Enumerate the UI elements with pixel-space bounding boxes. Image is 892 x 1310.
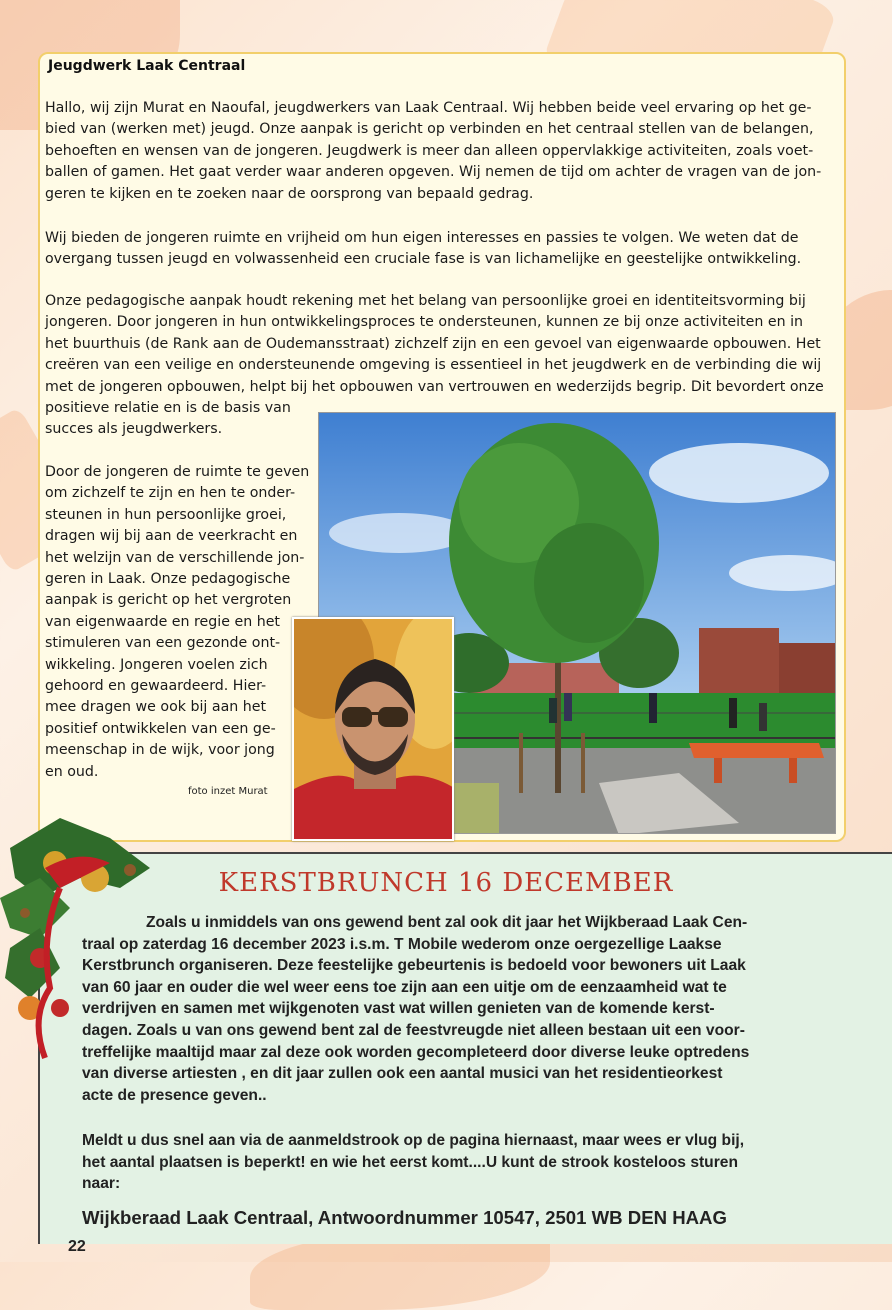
photo-caption: foto inzet Murat xyxy=(188,786,268,797)
article-paragraph-4: Door de jongeren de ruimte te geven om zichzelf te zijn en hen te onder- steunen in hun persoonlijke groei, dragen wij bij aan de veerkracht en het welzijn van de verschillende jon- geren in Laak. Onze pedagogische aanpak is gericht op het vergroten van eigenwaarde en regie en het stimuleren van een gezonde ont- wikkeling. Jongeren voelen zich gehoord en gewaardeerd. Hier- mee dragen we ook bij aan het positief ontwikkelen van een ge- meenschap in de wijk, voor jong en oud. xyxy=(45,464,310,780)
portrait-photo-murat xyxy=(292,617,454,841)
article-paragraph-3: Onze pedagogische aanpak houdt rekening met het belang van persoonlijke groei en identiteitsvorming bij jongeren. Door jongeren in hun ontwikkelingsproces te ondersteunen, kunnen ze bij onze activiteiten en in het buurthuis (de Rank aan de Oudemansstraat) zichzelf zijn en een gevoel van eigenwaarde opbouwen. Het creëren van een veilige en ondersteunende omgeving is essentieel in het jeugdwerk en de verbinding die wij met de jongeren opbouwen, helpt bij het opbouwen van vertrouwen en wederzijds begrip. Dit bevordert onze positieve relatie en is de basis van succes als jeugdwerkers. xyxy=(45,293,824,438)
kerstbrunch-title: KERSTBRUNCH 16 DECEMBER xyxy=(218,868,674,898)
article-paragraph-1: Hallo, wij zijn Murat en Naoufal, jeugdwerkers van Laak Centraal. Wij hebben beide veel ervaring op het ge- bied van (werken met) jeugd. Onze aanpak is gericht op verbinden en het centraal stellen van de belangen, behoeften en wensen van de jongeren. Jeugdwerk is meer dan alleen oppervlakkige activiteiten, zoals voet- ballen of gamen. Het gaat verder waar anderen opgeven. Wij nemen de tijd om achter de vragen van de jon- geren te kijken en te zoeken naar de oorsprong van bepaald gedrag. xyxy=(45,100,822,202)
kerstbrunch-paragraph-1: Zoals u inmiddels van ons gewend bent zal ook dit jaar het Wijkberaad Laak Cen- traal op zaterdag 16 december 2023 i.s.m. T Mobile wederom onze oergezellige Laakse Kerstbrunch organiseren. Deze feestelijke gebeurtenis is bedoeld voor bewoners uit Laak van 60 jaar en ouder die wel weer eens toe zijn aan een uitje om de eenzaamheid wat te verdrijven en samen met wijkgenoten vast wat willen genieten van de komende kerst- dagen. Zoals u van ons gewend bent zal de feestvreugde niet alleen bestaan uit een voor- treffelijke maaltijd maar zal deze ook worden gecompleteerd door diverse leuke optredens van diverse artiesten , en dit jaar zullen ook een aantal musici van het residentieorkest acte de presence geven.. xyxy=(82,914,750,1104)
portrait-illustration xyxy=(294,619,454,841)
article-title: Jeugdwerk Laak Centraal xyxy=(48,58,246,74)
page-number: 22 xyxy=(68,1238,86,1255)
kerstbrunch-paragraph-2: Meldt u dus snel aan via de aanmeldstrook op de pagina hiernaast, maar wees er vlug bij, het aantal plaatsen is beperkt! en wie het eerst komt....U kunt de strook kosteloos sturen naar: xyxy=(82,1132,745,1193)
reply-address: Wijkberaad Laak Centraal, Antwoordnummer 10547, 2501 WB DEN HAAG xyxy=(82,1207,727,1228)
article-paragraph-2: Wij bieden de jongeren ruimte en vrijheid om hun eigen interesses en passies te volgen. We weten dat de overgang tussen jeugd en volwassenheid een cruciale fase is van lichamelijke en geestelijke ontwikkeling. xyxy=(45,230,802,268)
